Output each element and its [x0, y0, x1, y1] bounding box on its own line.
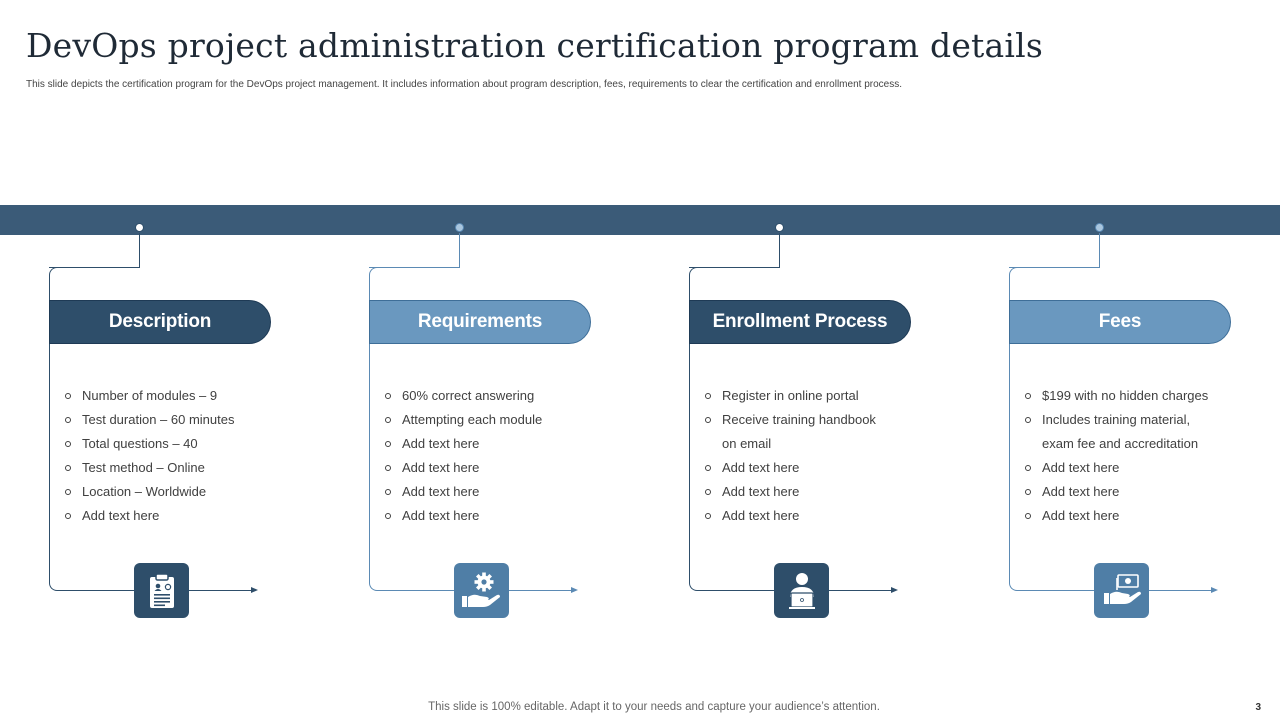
- list-item: Add text here: [65, 504, 285, 528]
- slide-footer: This slide is 100% editable. Adapt it to your needs and capture your audience’s attention.: [428, 701, 880, 713]
- bullet-list: [385, 384, 605, 528]
- connector-line: [369, 267, 460, 268]
- connector-stem: [139, 233, 140, 268]
- list-item: Receive training handbook: [705, 408, 925, 432]
- list-item: on email: [722, 436, 772, 451]
- arrow-head: [1211, 587, 1218, 593]
- list-item: 60% correct answering: [385, 384, 605, 408]
- column-description: [49, 222, 289, 622]
- list-item: Number of modules – 9: [65, 384, 285, 408]
- arrow-head: [571, 587, 578, 593]
- connector-stem: [1099, 233, 1100, 268]
- list-item: Location – Worldwide: [65, 480, 285, 504]
- slide-subtitle: This slide depicts the certification program for the DevOps project management. It includes information about program description, fees, requirements to clear the certification and enrollment process.: [26, 79, 902, 90]
- column-requirements: [369, 222, 609, 622]
- connector-stem: [459, 233, 460, 268]
- list-item: Add text here: [385, 504, 605, 528]
- list-item: Add text here: [1025, 456, 1245, 480]
- list-item: Add text here: [705, 480, 925, 504]
- gear-hand-icon: [454, 563, 509, 618]
- list-item: Add text here: [385, 456, 605, 480]
- timeline-node: [1095, 223, 1104, 232]
- list-item: Add text here: [385, 480, 605, 504]
- connector-line: [689, 267, 780, 268]
- list-item: Add text here: [1025, 480, 1245, 504]
- column-enrollment: [689, 222, 929, 622]
- page-number: 3: [1255, 702, 1261, 713]
- column-heading: Description: [49, 300, 271, 344]
- bullet-list: [1025, 384, 1245, 528]
- list-item: $199 with no hidden charges: [1025, 384, 1245, 408]
- column-heading: Enrollment Process: [689, 300, 911, 344]
- money-hand-icon: [1094, 563, 1149, 618]
- timeline-node: [455, 223, 464, 232]
- connector-stem: [779, 233, 780, 268]
- list-item: Add text here: [1025, 504, 1245, 528]
- timeline-node: [775, 223, 784, 232]
- list-item: Add text here: [705, 456, 925, 480]
- slide-title: DevOps project administration certification program details: [26, 26, 1044, 65]
- clipboard-icon: [134, 563, 189, 618]
- list-item: Add text here: [705, 504, 925, 528]
- list-item: Test method – Online: [65, 456, 285, 480]
- connector-line: [1009, 267, 1100, 268]
- person-laptop-icon: [774, 563, 829, 618]
- list-item: Add text here: [385, 432, 605, 456]
- timeline-node: [135, 223, 144, 232]
- arrow-head: [891, 587, 898, 593]
- bullet-list: [705, 384, 925, 528]
- list-item: Total questions – 40: [65, 432, 285, 456]
- connector-line: [49, 267, 140, 268]
- list-item: Attempting each module: [385, 408, 605, 432]
- arrow-head: [251, 587, 258, 593]
- list-item: Includes training material,: [1025, 408, 1245, 432]
- list-item: exam fee and accreditation: [1042, 436, 1199, 451]
- list-item: Register in online portal: [705, 384, 925, 408]
- column-heading: Fees: [1009, 300, 1231, 344]
- column-fees: [1009, 222, 1249, 622]
- bullet-list: [65, 384, 285, 528]
- list-item: Test duration – 60 minutes: [65, 408, 285, 432]
- column-heading: Requirements: [369, 300, 591, 344]
